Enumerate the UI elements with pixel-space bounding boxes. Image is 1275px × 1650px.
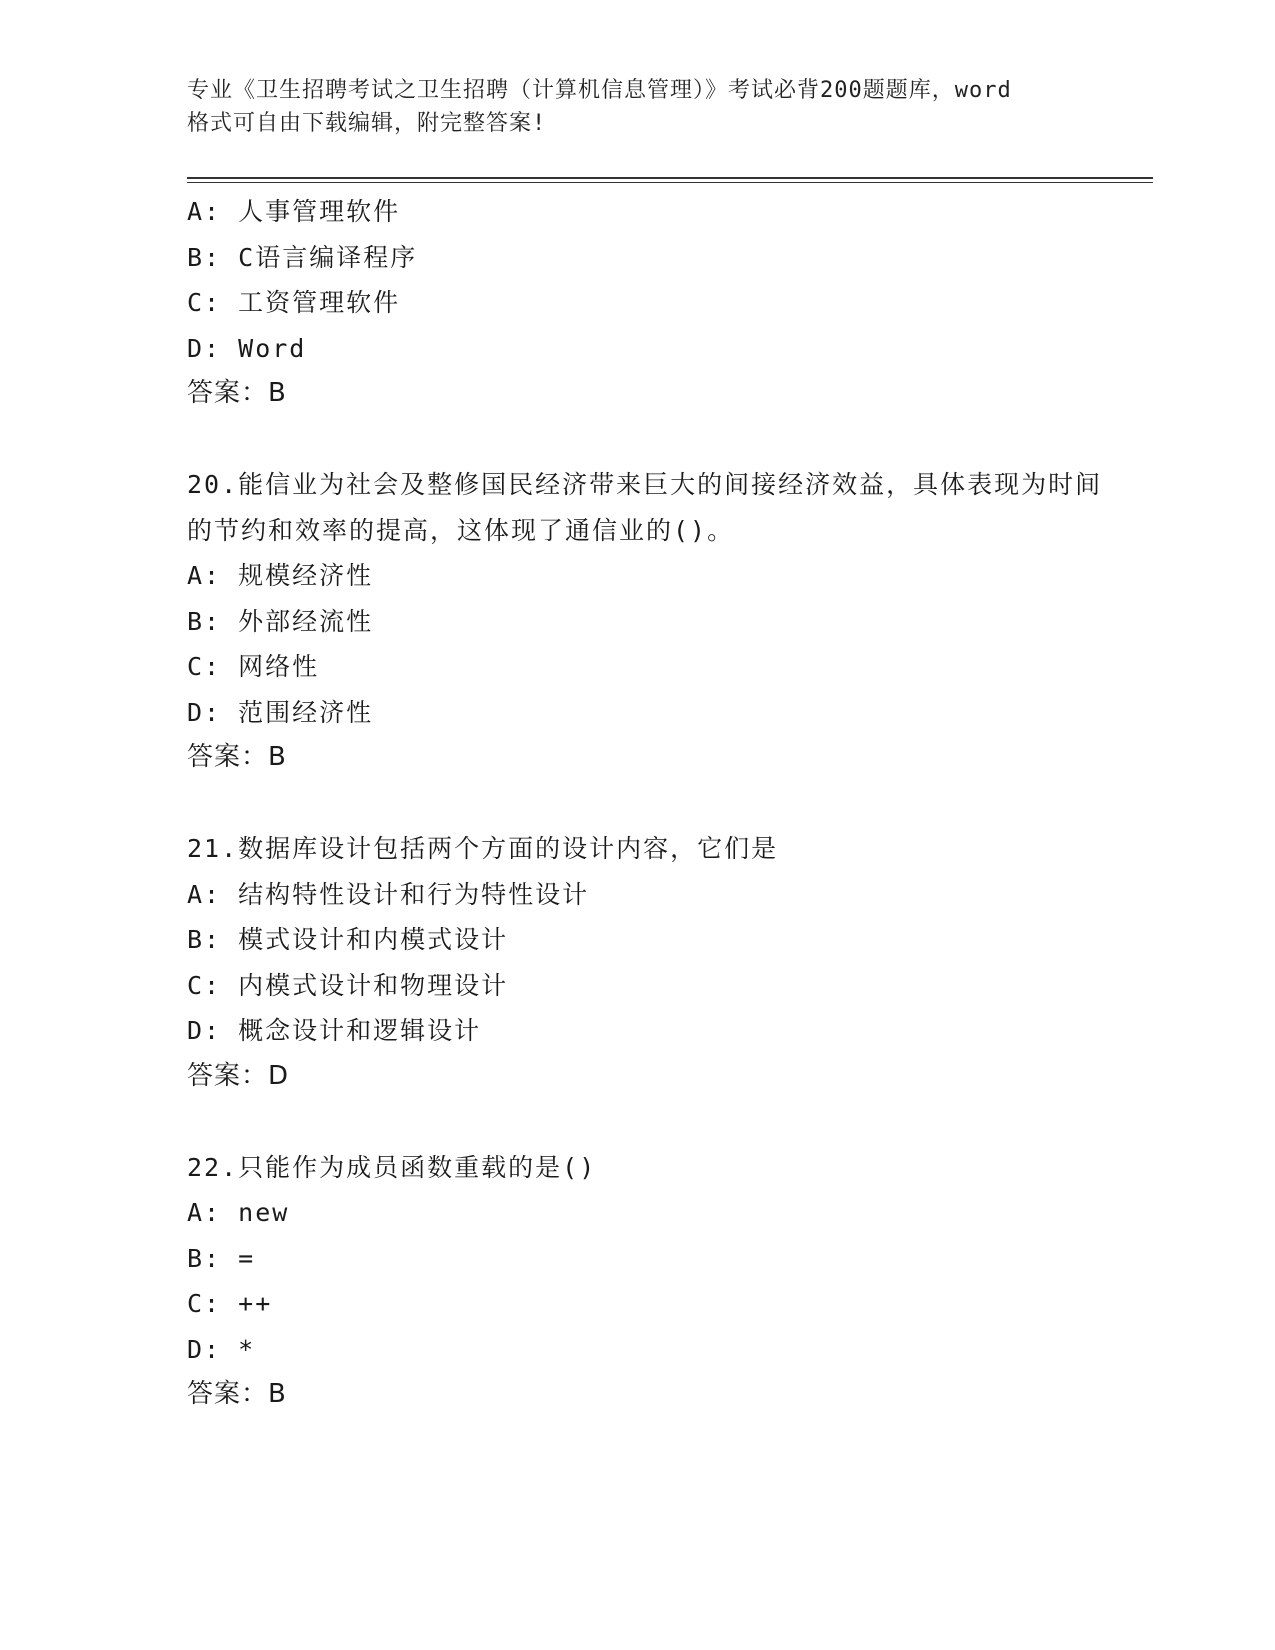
question-continued xyxy=(187,189,1117,417)
answer-line: 答案：B xyxy=(187,1379,287,1409)
option-a: A: 结构特性设计和行为特性设计 xyxy=(187,879,590,909)
option-d: D: 概念设计和逻辑设计 xyxy=(187,1016,482,1045)
question-20 xyxy=(187,462,1117,781)
option-a: A: new xyxy=(187,1198,290,1227)
option-b: B: C语言编译程序 xyxy=(187,242,418,272)
header-divider-thick xyxy=(187,177,1153,179)
question-text: 20.能信业为社会及整修国民经济带来巨大的间接经济效益，具体表现为时间的节约和效率的提高，这体现了通信业的()。 xyxy=(187,470,1103,545)
header-divider-thin xyxy=(187,182,1153,183)
spacer xyxy=(187,417,1117,463)
question-text: 21.数据库设计包括两个方面的设计内容，它们是 xyxy=(187,834,779,863)
option-b: B: 外部经流性 xyxy=(187,606,374,636)
header-line-2: 格式可自由下载编辑，附完整答案! xyxy=(187,111,547,136)
answer-line: 答案：B xyxy=(187,378,287,408)
document-header xyxy=(187,74,1087,140)
question-21 xyxy=(187,826,1117,1099)
option-c: C: 工资管理软件 xyxy=(187,288,401,317)
option-b: B: 模式设计和内模式设计 xyxy=(187,925,509,954)
answer-line: 答案：B xyxy=(187,742,287,772)
option-c: C: 内模式设计和物理设计 xyxy=(187,970,509,1000)
spacer xyxy=(187,1099,1117,1145)
question-text: 22.只能作为成员函数重载的是() xyxy=(187,1152,597,1182)
question-list xyxy=(187,189,1117,1418)
question-22 xyxy=(187,1145,1117,1418)
option-d: D: 范围经济性 xyxy=(187,697,374,727)
option-b: B: = xyxy=(187,1243,256,1273)
option-c: C: 网络性 xyxy=(187,652,320,681)
option-c: C: ++ xyxy=(187,1289,273,1318)
option-a: A: 规模经济性 xyxy=(187,561,374,590)
option-d: D: * xyxy=(187,1334,256,1364)
option-a: A: 人事管理软件 xyxy=(187,197,401,226)
header-line-1: 专业《卫生招聘考试之卫生招聘（计算机信息管理）》考试必背200题题库，word xyxy=(187,78,1012,103)
option-d: D: Word xyxy=(187,333,307,363)
spacer xyxy=(187,781,1117,827)
answer-line: 答案：D xyxy=(187,1060,290,1091)
